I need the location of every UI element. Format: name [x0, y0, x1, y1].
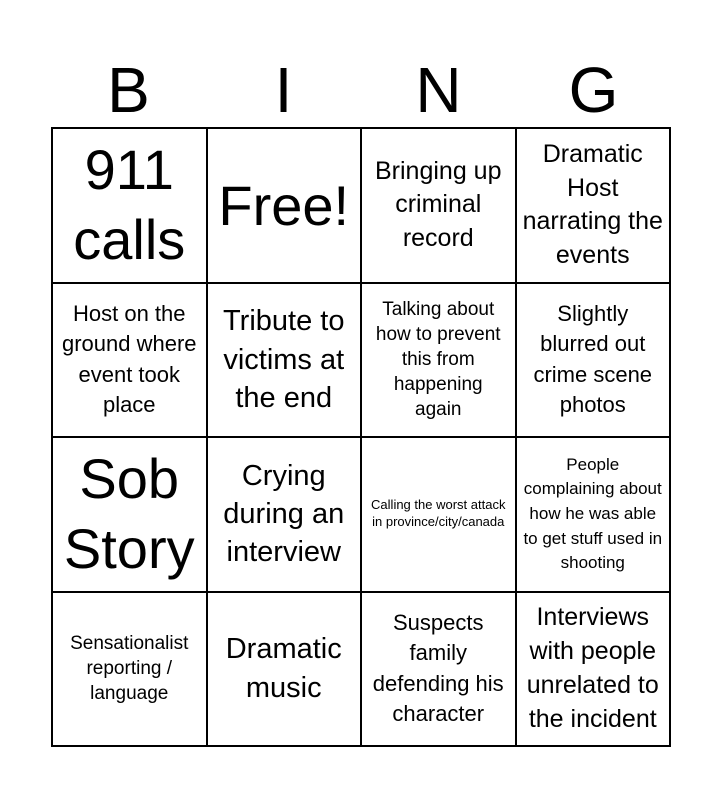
- bingo-header: [51, 54, 671, 126]
- cell-text: Calling the worst attack in province/city/canada: [371, 497, 506, 530]
- cell-text: Talking about how to prevent this from happening again: [375, 299, 501, 421]
- bingo-cell-r4c3[interactable]: [362, 593, 517, 748]
- bingo-cell-r4c4[interactable]: [517, 593, 672, 748]
- bingo-cell-r4c2[interactable]: [208, 593, 363, 748]
- cell-text: Slightly blurred out crime scene photos: [533, 301, 653, 418]
- bingo-cell-r3c1[interactable]: [53, 438, 208, 593]
- bingo-cell-r2c3[interactable]: [362, 284, 517, 439]
- cell-text: Tribute to victims at the end: [223, 305, 345, 414]
- header-letter-b: B: [107, 54, 150, 126]
- bingo-cell-r1c3[interactable]: [362, 129, 517, 284]
- bingo-cell-r2c1[interactable]: [53, 284, 208, 439]
- bingo-cell-r4c1[interactable]: [53, 593, 208, 748]
- header-letter-i: I: [274, 54, 293, 126]
- bingo-cell-r3c3[interactable]: [362, 438, 517, 593]
- bingo-cell-r2c2[interactable]: [208, 284, 363, 439]
- bingo-cell-r3c4[interactable]: [517, 438, 672, 593]
- cell-text: Dramatic Host narrating the events: [522, 139, 663, 269]
- cell-text: Bringing up criminal record: [375, 156, 502, 253]
- header-letter-n: N: [415, 54, 462, 126]
- bingo-cell-r1c4[interactable]: [517, 129, 672, 284]
- cell-text: 911 calls: [73, 138, 186, 272]
- cell-text: Host on the ground where event took place: [61, 301, 197, 418]
- cell-text: Dramatic music: [225, 633, 342, 704]
- bingo-cell-r3c2[interactable]: [208, 438, 363, 593]
- bingo-grid: [51, 127, 671, 747]
- cell-text: Suspects family defending his character: [372, 610, 504, 727]
- cell-text: Free!: [218, 173, 350, 237]
- bingo-cell-r1c1[interactable]: [53, 129, 208, 284]
- cell-text: Sob Story: [63, 447, 195, 581]
- cell-text: Interviews with people unrelated to the incident: [526, 603, 659, 733]
- cell-text: Sensationalist reporting / language: [70, 633, 189, 705]
- cell-text: People complaining about how he was able to get stuff used in shooting: [523, 454, 663, 573]
- header-letter-g: G: [568, 54, 619, 126]
- bingo-cell-r2c4[interactable]: [517, 284, 672, 439]
- cell-text: Crying during an interview: [223, 459, 345, 569]
- bingo-cell-free[interactable]: [208, 129, 363, 284]
